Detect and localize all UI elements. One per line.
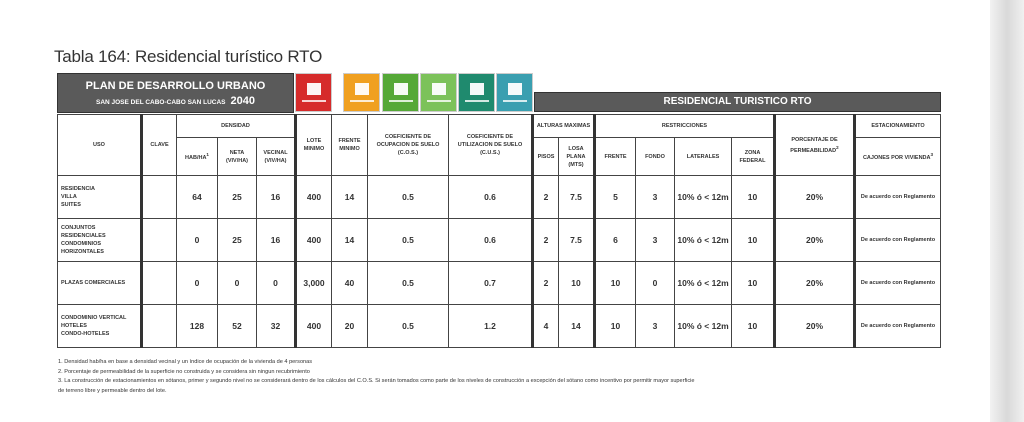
frente-cell: 14 bbox=[332, 219, 368, 262]
header-fondo: FONDO bbox=[636, 138, 675, 176]
permeabilidad-cell: 20% bbox=[775, 176, 855, 219]
header-cajones: CAJONES POR VIVIENDA$^3$ bbox=[855, 138, 941, 176]
table-row bbox=[58, 262, 941, 305]
header-cos: COEFICIENTE DE OCUPACION DE SUELO (C.O.S.) bbox=[368, 115, 449, 176]
plan-header-box bbox=[57, 73, 294, 113]
frente-cell: 40 bbox=[332, 262, 368, 305]
pisos-cell: 4 bbox=[533, 305, 559, 348]
header-laterales: LATERALES bbox=[675, 138, 732, 176]
vecinal-cell: 16 bbox=[257, 176, 296, 219]
losa-cell: 7.5 bbox=[559, 176, 595, 219]
cus-cell: 0.7 bbox=[449, 262, 533, 305]
permeabilidad-cell: 20% bbox=[775, 305, 855, 348]
table-title: Tabla 164: Residencial turístico RTO bbox=[54, 47, 323, 66]
fondo-cell: 3 bbox=[636, 219, 675, 262]
pisos-cell: 2 bbox=[533, 219, 559, 262]
table-row bbox=[58, 305, 941, 348]
clave-cell bbox=[142, 219, 177, 262]
permeabilidad-cell: 20% bbox=[775, 262, 855, 305]
cos-cell: 0.5 bbox=[368, 262, 449, 305]
header-neta: NETA (VIV/HA) bbox=[218, 138, 257, 176]
losa-cell: 10 bbox=[559, 262, 595, 305]
environment-icon bbox=[382, 73, 419, 112]
neta-cell: 25 bbox=[218, 219, 257, 262]
footnote: de terreno libre y permeable dentro del lote. bbox=[58, 387, 167, 394]
footnote: 3. La construcción de estacionamientos en sótanos, primer y segundo nivel no se considerará dentro de los cálculos del C.O.S. Si serán tomados como parte de los niveles de construcción a excepción del sótano como incentivo por permitir mayor superficie bbox=[58, 378, 695, 384]
header-uso: USO bbox=[58, 115, 142, 176]
section-title-bar: RESIDENCIAL TURISTICO RTO bbox=[534, 92, 941, 112]
laterales-cell: 10% ó < 12m bbox=[675, 219, 732, 262]
mobility-icon bbox=[496, 73, 533, 112]
pisos-cell: 2 bbox=[533, 262, 559, 305]
vecinal-cell: 16 bbox=[257, 219, 296, 262]
hab-cell: 0 bbox=[177, 219, 218, 262]
footnote: 2. Porcentaje de permeabilidad de la superficie no construida y se considera sin ningun recubrimiento bbox=[58, 368, 310, 375]
infrastructure-icon bbox=[458, 73, 495, 112]
laterales-cell: 10% ó < 12m bbox=[675, 176, 732, 219]
header-hab-ha: HAB/$HA^1$ bbox=[177, 138, 218, 176]
fondo-cell: 3 bbox=[636, 305, 675, 348]
fondo-cell: 0 bbox=[636, 262, 675, 305]
zona-federal-cell: 10 bbox=[732, 176, 775, 219]
header-densidad: DENSIDAD bbox=[177, 115, 296, 138]
header-frente-minimo: FRENTE MINIMO bbox=[332, 115, 368, 176]
r-frente-cell: 6 bbox=[595, 219, 636, 262]
neta-cell: 52 bbox=[218, 305, 257, 348]
lote-cell: 400 bbox=[296, 305, 332, 348]
cos-cell: 0.5 bbox=[368, 305, 449, 348]
cajones-cell: De acuerdo con Reglamento bbox=[855, 219, 941, 262]
uso-cell: RESIDENCIA VILLA SUITES bbox=[58, 176, 142, 219]
header-zona-federal: ZONA FEDERAL bbox=[732, 138, 775, 176]
zona-federal-cell: 10 bbox=[732, 219, 775, 262]
header-pisos: PISOS bbox=[533, 138, 559, 176]
page-edge-shadow bbox=[990, 0, 1024, 422]
laterales-cell: 10% ó < 12m bbox=[675, 262, 732, 305]
uso-cell: CONJUNTOS RESIDENCIALES CONDOMINIOS HORIZONTALES bbox=[58, 219, 142, 262]
header-alturas: ALTURAS MAXIMAS bbox=[533, 115, 595, 138]
hab-cell: 0 bbox=[177, 262, 218, 305]
cos-cell: 0.5 bbox=[368, 219, 449, 262]
cus-cell: 0.6 bbox=[449, 219, 533, 262]
zoning-table bbox=[57, 114, 941, 348]
clave-cell bbox=[142, 176, 177, 219]
footnote: 1. Densidad hab/ha en base a densidad vecinal y un índice de ocupación de la vivienda de 4 personas bbox=[58, 359, 313, 365]
vecinal-cell: 0 bbox=[257, 262, 296, 305]
header-lote-minimo: LOTE MINIMO bbox=[296, 115, 332, 176]
zona-federal-cell: 10 bbox=[732, 305, 775, 348]
r-frente-cell: 10 bbox=[595, 305, 636, 348]
losa-cell: 14 bbox=[559, 305, 595, 348]
header-estacionamiento: ESTACIONAMIENTO bbox=[855, 115, 941, 138]
uso-cell: PLAZAS COMERCIALES bbox=[58, 262, 142, 305]
plan-year: 2040 bbox=[230, 95, 255, 107]
footnotes bbox=[58, 358, 694, 396]
neta-cell: 0 bbox=[218, 262, 257, 305]
r-frente-cell: 5 bbox=[595, 176, 636, 219]
plan-title: PLAN DE DESARROLLO URBANO bbox=[85, 80, 266, 92]
economy-icon bbox=[343, 73, 380, 112]
uso-cell: CONDOMINIO VERTICAL HOTELES CONDO-HOTELES bbox=[58, 305, 142, 348]
hab-cell: 128 bbox=[177, 305, 218, 348]
r-frente-cell: 10 bbox=[595, 262, 636, 305]
clave-cell bbox=[142, 305, 177, 348]
lote-cell: 400 bbox=[296, 176, 332, 219]
frente-cell: 14 bbox=[332, 176, 368, 219]
header-losa-plana: LOSA PLANA (MTS) bbox=[559, 138, 595, 176]
hab-cell: 64 bbox=[177, 176, 218, 219]
plan-subtitle bbox=[58, 95, 293, 107]
lote-cell: 400 bbox=[296, 219, 332, 262]
cajones-cell: De acuerdo con Reglamento bbox=[855, 176, 941, 219]
cos-cell: 0.5 bbox=[368, 176, 449, 219]
laterales-cell: 10% ó < 12m bbox=[675, 305, 732, 348]
cajones-cell: De acuerdo con Reglamento bbox=[855, 262, 941, 305]
header-permeabilidad: PORCENTAJE DE PERMEABILIDAD$^2$ bbox=[775, 115, 855, 176]
table-row bbox=[58, 219, 941, 262]
header-cus: COEFICIENTE DE UTILIZACION DE SUELO (C.U.S.) bbox=[449, 115, 533, 176]
losa-cell: 7.5 bbox=[559, 219, 595, 262]
table-row bbox=[58, 176, 941, 219]
fondo-cell: 3 bbox=[636, 176, 675, 219]
header-clave: CLAVE bbox=[142, 115, 177, 176]
clave-cell bbox=[142, 262, 177, 305]
vecinal-cell: 32 bbox=[257, 305, 296, 348]
header-frente: FRENTE bbox=[595, 138, 636, 176]
neta-cell: 25 bbox=[218, 176, 257, 219]
frente-cell: 20 bbox=[332, 305, 368, 348]
urban-development-icon bbox=[295, 73, 332, 112]
pisos-cell: 2 bbox=[533, 176, 559, 219]
plan-location: SAN JOSE DEL CABO-CABO SAN LUCAS bbox=[95, 99, 226, 106]
zona-federal-cell: 10 bbox=[732, 262, 775, 305]
cus-cell: 1.2 bbox=[449, 305, 533, 348]
cus-cell: 0.6 bbox=[449, 176, 533, 219]
landscape-icon bbox=[420, 73, 457, 112]
header-restricciones: RESTRICCIONES bbox=[595, 115, 775, 138]
header-vecinal: VECINAL (VIV/HA) bbox=[257, 138, 296, 176]
cajones-cell: De acuerdo con Reglamento bbox=[855, 305, 941, 348]
permeabilidad-cell: 20% bbox=[775, 219, 855, 262]
lote-cell: 3,000 bbox=[296, 262, 332, 305]
